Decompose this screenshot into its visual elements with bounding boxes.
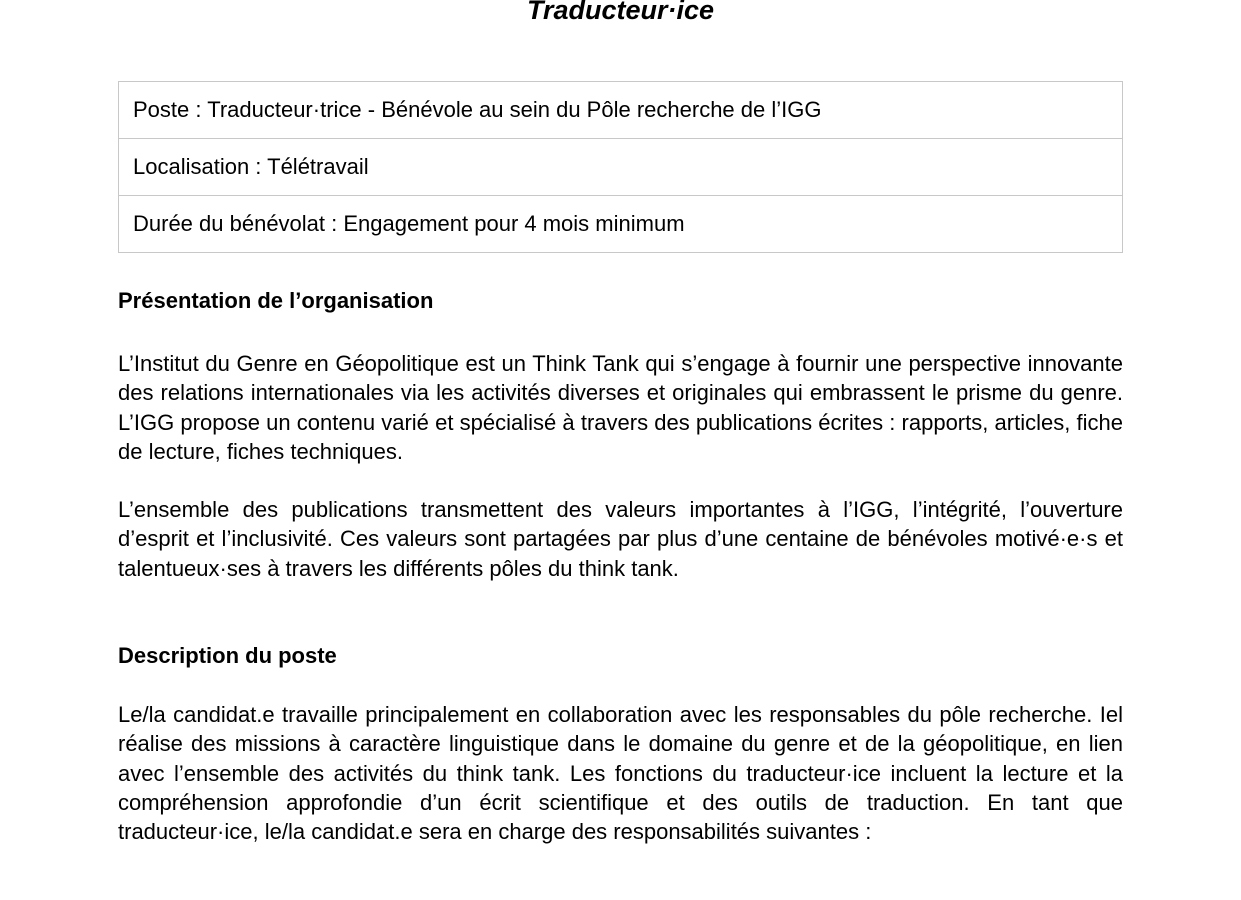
document-title: Traducteur·ice [526,0,715,25]
info-cell-localisation: Localisation : Télétravail [119,139,1123,196]
info-row-poste [119,82,1123,139]
organisation-paragraph-2: L’ensemble des publications transmettent des valeurs importantes à l’IGG, l’intégrité, l’ouverture d’esprit et l’inclusivité. Ces valeurs sont partagées par plus d’une centaine de bénévoles motivé·e·s et talentueux·ses à travers les différents pôles du think tank. [118,497,1123,581]
info-row-duree [119,196,1123,253]
organisation-paragraph-1: L’Institut du Genre en Géopolitique est un Think Tank qui s’engage à fournir une perspective innovante des relations internationales via les activités diverses et originales qui embrassent le prisme du genre. L’IGG propose un contenu varié et spécialisé à travers des publications écrites : rapports, articles, fiche de lecture, fiches techniques. [118,351,1123,464]
poste-paragraph-1: Le/la candidat.e travaille principalement en collaboration avec les responsables du pôle recherche. Iel réalise des missions à caractère linguistique dans le domaine du genre et de la géopolitique, en lien avec l’ensemble des activités du think tank. Les fonctions du traducteur·ice incluent la lecture et la compréhension approfondie d’un écrit scientifique et des outils de traduction. En tant que traducteur·ice, le/la candidat.e sera en charge des responsabilités suivantes : [118,702,1123,845]
job-info-table [118,81,1123,253]
info-cell-duree: Durée du bénévolat : Engagement pour 4 mois minimum [119,196,1123,253]
info-row-localisation [119,139,1123,196]
info-cell-poste: Poste : Traducteur·trice - Bénévole au sein du Pôle recherche de l’IGG [119,82,1123,139]
organisation-heading: Présentation de l’organisation [118,288,434,313]
poste-heading: Description du poste [118,643,337,668]
